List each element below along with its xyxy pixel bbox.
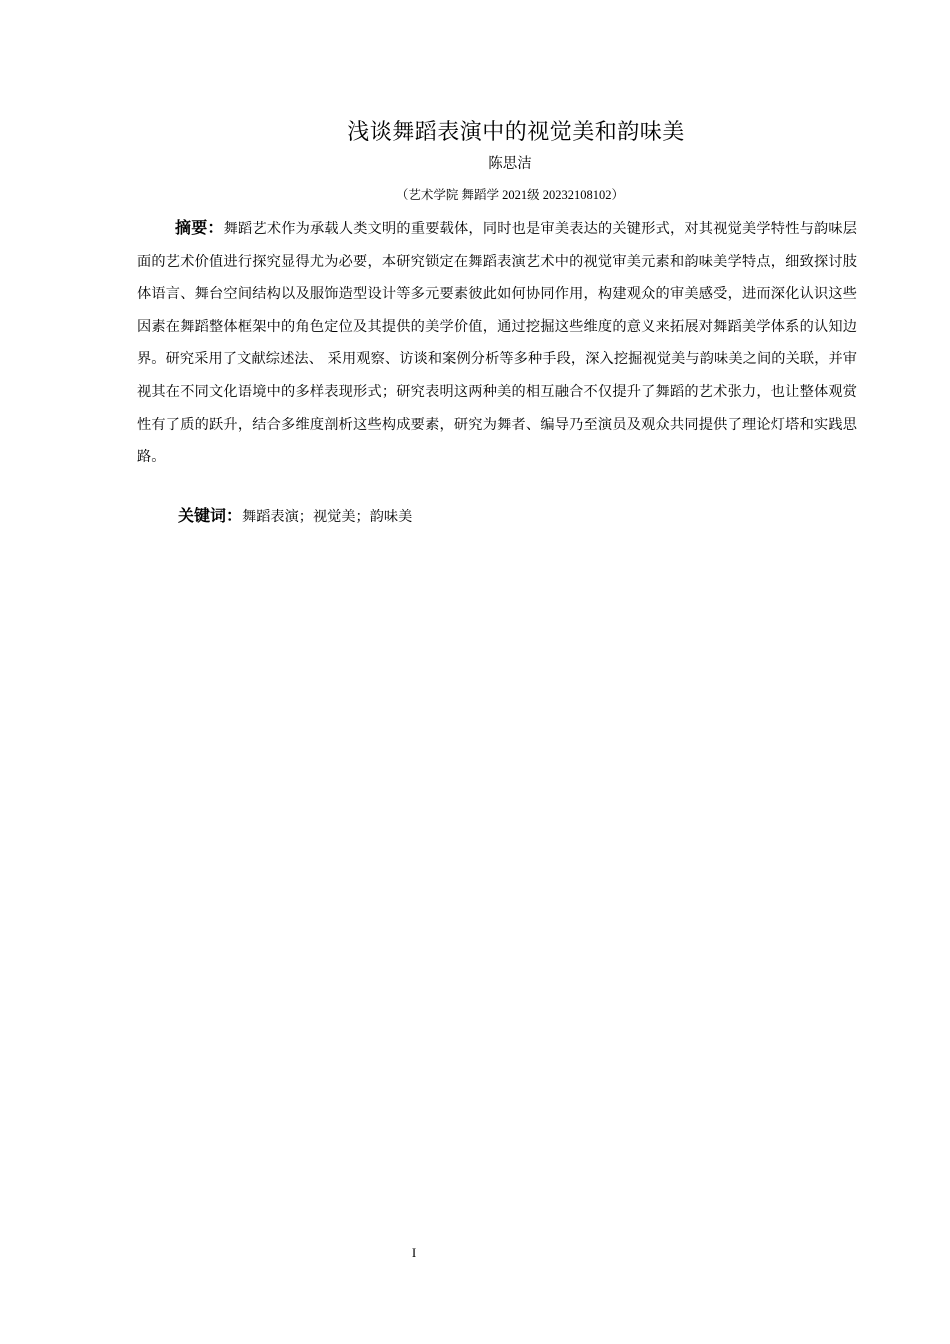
abstract-label: 摘要： (175, 218, 224, 237)
keywords-label: 关键词： (178, 506, 243, 525)
document-title: 浅谈舞蹈表演中的视觉美和韵味美 (347, 120, 685, 145)
page-number: I (411, 1245, 417, 1260)
abstract-text: 舞蹈艺术作为承载人类文明的重要载体，同时也是审美表达的关键形式，对其视觉美学特性与韵味层面的艺术价值进行探究显得尤为必要，本研究锁定在舞蹈表演艺术中的视觉审美元素和韵味美学特点，细致探讨肢体语言、舞台空间结构以及服饰造型设计等多元要素彼此如何协同作用，构建观众的审美感受，进而深化认识这些因素在舞蹈整体框架中的角色定位及其提供的美学价值，通过挖掘这些维度的意义来拓展对舞蹈美学体系的认知边界。研究采用了文献综述法、 采用观察、访谈和案例分析等多种手段，深入挖掘视觉美与韵味美之间的关联，并审视其在不同文化语境中的多样表现形式；研究表明这两种美的相互融合不仅提升了舞蹈的艺术张力，也让整体观赏性有了质的跃升，结合多维度剖析这些构成要素，研究为舞者、编导乃至演员及观众共同提供了理论灯塔和实践思路。 (137, 221, 857, 466)
keywords-paragraph (178, 500, 857, 533)
abstract-paragraph (137, 212, 857, 474)
keywords-text: 舞蹈表演；视觉美；韵味美 (242, 509, 413, 525)
author-name: 陈思洁 (488, 156, 532, 172)
author-affiliation: （艺术学院 舞蹈学 2021级 20232108102） (395, 188, 625, 202)
